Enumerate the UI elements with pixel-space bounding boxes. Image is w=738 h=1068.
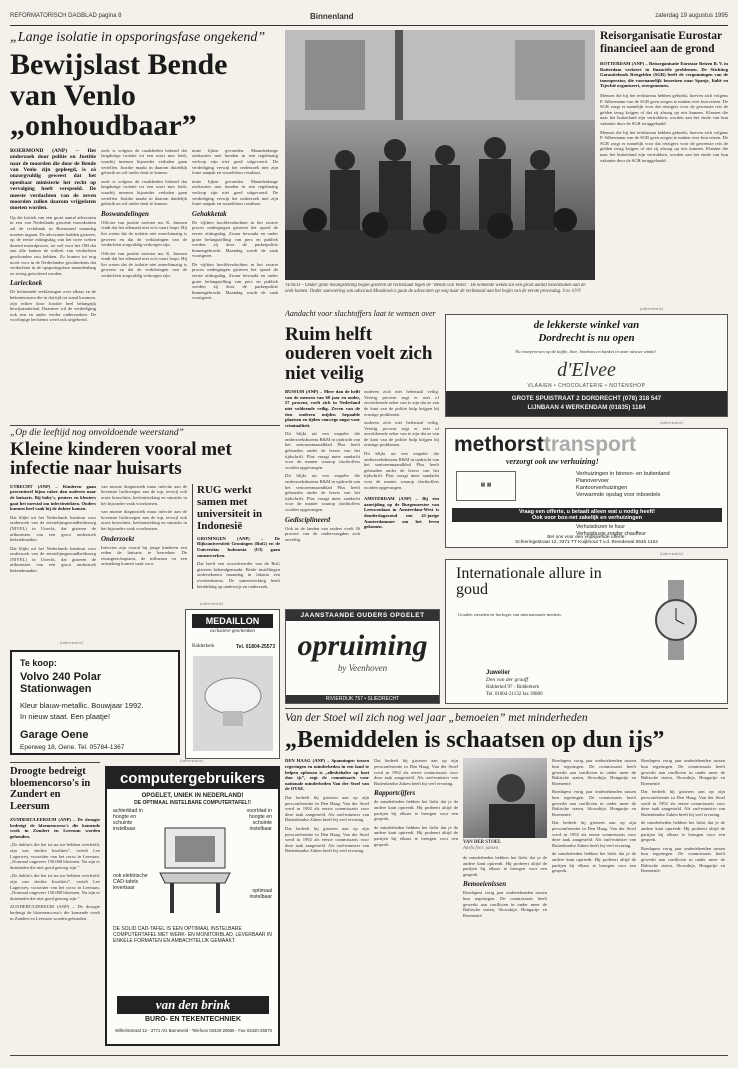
kleine-title: Kleine kinderen vooral met infectie naar huisarts: [10, 439, 232, 480]
divider: [10, 425, 280, 426]
kleine-col1: Dat blijkt uit het Nederlands Instituut voor onderzoek van de eerstelijnsgezondheidszorg (NIVEL) in Utrecht, dat gisteren de uitkomsten van een groot onderzoek bekendmaakte.: [10, 514, 96, 543]
computer-right1: voorblad in hoogte en schuinte instelbaar: [246, 808, 272, 832]
adtag-dordrecht: (advertentie): [640, 306, 664, 311]
stoel-col1: Dat bedeelt hij gisteren aan op zijn persconferentie in Den Haag. Van der Stoel werd in 1992 als eerste commissaris voor deze taak aangesteld. Als oud-minister van Buitenlandse Zaken heeft hij veel ervaring.: [285, 795, 369, 823]
medaillon-address: Ridderkerk: [192, 644, 215, 649]
stoel-sub: Rapportcijfers: [374, 789, 416, 798]
methorst-item: Pianovervoer: [576, 478, 609, 484]
medaillon-sub: exclusieve geschenken: [210, 629, 255, 634]
methorst-advert[interactable]: [445, 428, 728, 548]
ouderen-sub: Gedisciplineerd: [285, 515, 331, 524]
lead-kicker: „Lange isolatie in opsporingsfase ongekend”: [10, 30, 266, 45]
volvo-garage: Garage Oene: [20, 729, 89, 741]
methorst-brand2: transport: [543, 433, 637, 456]
kleine-col2: van minste diagnostiek maar infectie aan de bovenste luchtwegen aan de top, terwijl ook acute bronchitis, keelontsteking en sinusitis in het bijzonder vaak voorkomen.: [101, 483, 187, 506]
vase-icon: [193, 656, 273, 751]
eurostar-title: Reisorganisatie Eurostar financieel aan de grond: [600, 30, 722, 55]
computer-address: Wilhelmstraat 12 - 3771 AG Barneveld - Telefoon 03420-20655 - Fax 03420-25570: [114, 1028, 273, 1033]
methorst-item: Verwarmde opslag voor inboedels: [576, 492, 661, 498]
ouderen-intro: BUSSUM (ANP) – Meer dan de helft van de mensen van 60 jaar en ouder, 57 procent, voelt zich in Nederland niet voldoende veilig. Zeven van de tien ouderen mijden bepaalde plaatsen en tijden vanwege angst voor criminaliteit.: [285, 389, 360, 428]
lead-col2b: Officier van justitie meester mr. K. Janssen vindt dat het allemaal niet zo'n vaart loopt. Hij liet weten dat de isolatie niet onrechtmatig is geweest en dat de verklaringen van de verdachten zorgvuldig verkregen zijn.: [101, 219, 187, 248]
methorst-box: [452, 508, 722, 522]
stoel-kicker: Van der Stoel wil zich nog wel jaar „bemoeien” met minderheden: [285, 712, 588, 724]
eurostar-article: Reisorganisatie Eurostar financieel aan de grond ROTTERDAM (ANP) – Reisorganisatie Eurostar Reizen B. V. in Rotterdam verkeert in financiële problemen. De Stichting Garantiefonds Reisgelden (SGR) heeft de vergunningen van de touroperator, die voornamelijk busreizen naar Spanje, Italië en Tsjechië organiseert, overgenomen. Mensen die bij het reisbureau hebben geboekt, hoeven zich volgens P. Silbermann van de SGR geen zorgen te maken over hun reizen. De SGR zorgt er namelijk voor dat reizigers voor de gewenste reis de gelden terug krijgen of dat zij alsnog op reis kunnen. Klanten die naar het buitenland zijn vertrokken, worden aan het einde van hun vakantie door de SGR teruggehaald. Mensen die bij het reisbureau hebben geboekt, hoeven zich volgens P. Silbermann van de SGR geen zorgen te maken over hun reizen. De SGR zorgt er namelijk voor dat reizigers voor de gewenste reis de gelden terug krijgen of dat zij alsnog op reis kunnen. Klanten die naar het buitenland zijn vertrokken, worden aan het einde van hun vakantie door de SGR teruggehaald.: [600, 30, 728, 163]
allure-title: Internationale allure in goud: [456, 565, 602, 599]
volvo-address: Eperweg 18, Oene. Tel. 05784-1367: [20, 744, 125, 751]
medaillon-advert[interactable]: [185, 609, 280, 759]
delvee-brand: d'Elvee: [557, 359, 616, 381]
droogte-title: Droogte bedreigt bloemencorso's in Zundert en Leersum: [10, 766, 91, 812]
photo-credit: foto ANP: [562, 288, 581, 294]
volvo-advert[interactable]: [10, 650, 180, 755]
kleine-col2b: Infecties zijn vooral bij jonge kinderen een reden de huisarts te bezoeken. De zwangerschapstest, de influenza en een ontsteking komen vaak voor.: [101, 544, 187, 567]
allure-brand: Juwelier: [486, 670, 511, 676]
ouderen-col2: ouderen zich niet helemaal veilig. Veertig procent zegt er niet of onvoldoende zeker van te zijn dat ze van de kant van de politie hulp krijgen bij ernstige problemen.: [364, 389, 439, 417]
volvo-model: Volvo 240 Polar Stationwagen: [20, 671, 102, 695]
allure-address: Ridderhof 97 - Ridderkerk: [486, 685, 540, 690]
header-paper-page: REFORMATORISCH DAGBLAD pagina 8: [10, 13, 122, 19]
ouderen-article: [285, 309, 440, 325]
delvee-line2: Dordrecht is nu open: [538, 332, 635, 344]
opruiming-sub: by Veenhoven: [337, 663, 388, 673]
methorst-brand: methorst: [454, 433, 544, 456]
lead-col2: zoek is volgens de raadsheden bekend dat langdurige isolatie tot een soort mes leidt, waarbij mensen bijzonder verhalen gaan vertellen. Justitie maakt in daarom duidelijk gebruik en wil onder druk te komen.: [101, 147, 187, 176]
stoel-intro: DEN HAAG (ANP) – Spanningen tussen regeringen en minderheden in een land te helpen oplossen is „allesbehalve op hoei dun ijs”, zegt de commissaris voor nationale minderheden Van der Stoel van de OVSE.: [285, 758, 369, 792]
divider: [10, 762, 100, 763]
opruiming-bottom: RIVIERDIJK 757 • SLIEDRECHT: [286, 695, 439, 703]
stoel-col3: Boedapest vorig jaar ondertekenden tussen hun regeringen. De commissaris heeft gewerkt aan conflicten in onder meer de Baltische staten, Slowakije, Hongarije en Roemenië.: [552, 758, 636, 786]
methorst-bullet: Verhuisbusje zonder chauffeur: [576, 530, 646, 537]
computer-right2: optimaal instelbaar: [249, 888, 272, 900]
methorst-box-line2: Ook voor box-net zakelijk en verhuizingen: [531, 515, 643, 521]
ouderen-title: Ruim helft ouderen voelt zich niet veilig: [285, 325, 433, 384]
computer-firm: BURO- EN TEKENTECHNIEK: [144, 1016, 242, 1023]
amsterdam-intro: AMSTERDAM (ANP) – Bij een aanrijding op de Burgemeester van Leeuwenlaan in Amsterdam-West is donderdagavond een 41-jarige Amsterdammer om het leven gekomen.: [364, 496, 439, 530]
kleine-kicker: „Op die leeftijd nog onvoldoende weerstand”: [10, 428, 184, 438]
photo-caption: [285, 283, 595, 305]
methorst-items: [576, 471, 670, 499]
stoel-col2: de minderheden hebben het liefst dat je de andere kant optreedt. Hij probeert altijd de partijen bij elkaar te brengen voor een gesprek.: [374, 799, 458, 822]
header-section: Binnenland: [310, 12, 354, 21]
header-date: zaterdag 19 augustus 1995: [655, 13, 728, 19]
medaillon-phone: Tel. 01804-25573: [236, 644, 276, 650]
adtag-medaillon: (advertentie): [200, 601, 224, 606]
kleine-intro: UTRECHT (ANP) – Kinderen gaan procentueel bijna vaker dan ouderen naar de huisarts. Bij baby's, peuters en kleuters gaat het meestal om infectieziekten. Ouders kunnen heel vaak bij de dokter komen.: [10, 483, 96, 512]
rug-body: Dat heeft een woordvoerder van de RuG gisteren bekendgemaakt. Beide instellingen ondertekenen maandag in Jakarta een overeenkomst. De samenwerking heeft betrekking op onderwijs en onderzoek.: [197, 561, 280, 589]
kleine-sub: Onderzoekt: [101, 534, 135, 543]
lead-sub1: Larieckoek: [10, 279, 43, 288]
computer-title: computergebruikers: [107, 768, 278, 789]
lead-title: Bewijslast Bende van Venlo „onhoudbaar”: [10, 48, 228, 143]
lead-article: „Lange isolatie in opsporingsfase ongekend” Bewijslast Bende van Venlo „onhoudbaar” ROERMOND (ANP) – Het onderzoek door politie en Justitie naar de moorden die door de Bende van Venlo zijn gepleegd, is zó onzorgvuldig geweest dat het openbaar ministerie het recht op vervolging heeft verspeeld. De meeste verdachten van de zeven moorden zullen daarom vrijgelaten moeten worden. Op die kritiek van een groot aantal advocaten in een van Nederlands grootste moordzaken zal de rechtbank in Roermond maandag moeten ingaan. De advocaten hadden gisteren, op de eerste zittingsdag van het twee weken durend moordproces, tot wel voor het OM dat aan alle kanten de ruiltest van verdachten geschonden zou hebben. Zo komen tot nog nooit voor in de Nederlandse geschiedenis dat verdachten in de opsporingsfase maandenlang zo streng geïsoleerd werden. Larieckoek De belastende verklaringen over elkaar en de bekentenissen die in dat tijd tot stand kwamen, zijn echter door Justitie heel belangrijk bewijsmateriaal. Daarmee wil de verdediging ook een en ander verder onderzoeken. De voorlopige hechtenis werd ook uitgebreid. zoek is volgens de raadsheden bekend dat langdurige isolatie tot een soort mes leidt, waarbij mensen bijzonder verhalen gaan vertellen. Justitie maakt in daarom duidelijk gebruik en wil onder druk te komen. zoek is volgens de raadsheden bekend dat langdurige isolatie tot een soort mes leidt, waarbij mensen bijzonder verhalen gaan vertellen. Justitie maakt in daarom duidelijk gebruik en wil onder druk te komen. Boswandelingen Officier van justitie meester mr. K. Janssen vindt dat het allemaal niet zo'n vaart loopt. Hij liet weten dat de isolatie niet onrechtmatig is geweest en dat de verklaringen van de verdachten zorgvuldig verkregen zijn. Officier van justitie meester mr. K. Janssen vindt dat het allemaal niet zo'n vaart loopt. Hij liet weten dat de isolatie niet onrechtmatig is geweest en dat de verklaringen van de verdachten zorgvuldig verkregen zijn. ninie lijken gevonden. Maandenlange zoekacties met honden in een regelmatig verloop zijn niet goed uitgevoerd. De verdediging verwijt het onderzoek met zijn foute aanpak en waardeloos resultaat. ninie lijken gevonden. Maandenlange zoekacties met honden in een regelmatig verloop zijn niet goed uitgevoerd. De verdediging verwijt het onderzoek met zijn foute aanpak en waardeloos resultaat. Gehakketak De vijftien hoofdverdachten in het zwarte proces ondergingen gisteren het spoed de eerste zittingsdag. Zwaar bewaakt en onder grote belangstelling van pers en publiek werden zij door de parketpolitie binnengebracht. Maandag wordt de zaak voortgezet. De vijftien hoofdverdachten in het zwarte proces ondergingen gisteren het spoed de eerste zittingsdag. Zwaar bewaakt en onder grote belangstelling van pers en publiek werden zij door de parketpolitie binnengebracht. Maandag wordt de zaak voortgezet.: [10, 30, 278, 323]
methorst-bullet: Verhuisdozen te huur: [576, 524, 626, 530]
divider: [285, 708, 728, 709]
delvee-address: GROTE SPUISTRAAT 2 DORDRECHT (078) 318 547: [511, 395, 662, 402]
photo-caption-text: VENLO – Onder grote belangstelling begon gisteren de rechtszaak tegen de "Bende van Venlo". De komende weken zal een groot aantal moordzaken aan de orde komen. Onder aanvoering van advocaat Moszkowicz gaan de advocaten op weg naar de rechtszaal aan het begin van de eerste procesdag.: [285, 283, 586, 294]
kleine-article: „Op die leeftijd nog onvoldoende weerstand” Kleine kinderen vooral met infectie naar huisarts UTRECHT (ANP) – Kinderen gaan procentueel bijna vaker dan ouderen naar de huisarts. Bij baby's, peuters en kleuters gaat het meestal om infectieziekten. Ouders kunnen heel vaak bij de dokter komen. Dat blijkt uit het Nederlands Instituut voor onderzoek van de eerstelijnsgezondheidszorg (NIVEL) in Utrecht, dat gisteren de uitkomsten van een groot onderzoek bekendmaakte. Dat blijkt uit het Nederlands Instituut voor onderzoek van de eerstelijnsgezondheidszorg (NIVEL) in Utrecht, dat gisteren de uitkomsten van een groot onderzoek bekendmaakte. van minste diagnostiek maar infectie aan de bovenste luchtwegen aan de top, terwijl ook acute bronchitis, keelontsteking en sinusitis in het bijzonder vaak voorkomen. van minste diagnostiek maar infectie aan de bovenste luchtwegen aan de top, terwijl ook acute bronchitis, keelontsteking en sinusitis in het bijzonder vaak voorkomen. Onderzoekt Infecties zijn vooral bij jonge kinderen een reden de huisarts te bezoeken. De zwangerschapstest, de influenza en een ontsteking komen vaak voor. RUG werkt samen met universiteit in Indonesië GRONINGEN (ANP) – De Rijksuniversiteit Groningen (RuG) en de Universitas Indonesia (UI) gaan samenwerken. Dat heeft een woordvoerder van de RuG gisteren bekendgemaakt. Beide instellingen ondertekenen maandag in Jakarta een overeenkomst. De samenwerking heeft betrekking op onderwijs en onderzoek.: [10, 428, 280, 589]
allure-advert[interactable]: [445, 559, 728, 704]
computer-left2: ook elektrische CAD-tafels leverbaar: [113, 873, 148, 891]
droogte-body: „De dahlia's die het tot nu toe hebben overleefd, zijn van slechte kwaliteit”, vertelt Lee Lagerwey, voorzitter van het corso in Leersum. „Normaal ongeveer 150.000 bloemen. Nu zijn er duizenden die niet goed genoeg zijn.”: [10, 842, 100, 870]
lead-col1b: De belastende verklaringen over elkaar en de bekentenissen die in dat tijd tot stand kwamen, zijn echter door Justitie heel belangrijk bewijsmateriaal. Daarmee wil de verdediging ook een en ander verder onderzoeken. De voorlopige hechtenis werd ook uitgebreid.: [10, 289, 96, 323]
adtag-allure: (advertentie): [660, 551, 684, 556]
volvo-desc2: In nieuw staat. Een plaatje!: [20, 712, 111, 721]
lead-col3b: De vijftien hoofdverdachten in het zwarte proces ondergingen gisteren het spoed de eerste zittingsdag. Zwaar bewaakt en onder grote belangstelling van pers en publiek werden zij door de parketpolitie binnengebracht. Maandag wordt de zaak voortgezet.: [192, 219, 278, 259]
volvo-desc: Kleur blauw-metallic. Bouwjaar 1992.: [20, 701, 144, 710]
opruiming-top: JAANSTAANDE OUDERS OPGELET: [286, 610, 439, 621]
lead-col3: ninie lijken gevonden. Maandenlange zoekacties met honden in een regelmatig verloop zijn niet goed uitgevoerd. De verdediging verwijt het onderzoek met zijn foute aanpak en waardeloos resultaat.: [192, 147, 278, 176]
ouderen-col1: Dit blijkt uit een enquête die onderzoeksbureau R&M in opdracht van het seniorenmaandblad Plus heeft gehouden onder de lezers van het tijdschrift. Plus vraagt meer aandacht voor de manier waarop slachtoffers worden opgevangen.: [285, 431, 361, 470]
adtag-volvo: (advertentie): [60, 640, 84, 645]
rug-title: RUG werkt samen met universiteit in Indonesië: [197, 483, 263, 532]
droogte-article: Droogte bedreigt bloemencorso's in Zundert en Leersum ZUNDERT/LEERSUM (ANP) – De droogte bedreigt de bloemencorso's die komende week in Zundert en Leersum worden gehouden. „De dahlia's die het tot nu toe hebben overleefd, zijn van slechte kwaliteit”, vertelt Lee Lagerwey, voorzitter van het corso in Leersum. „Normaal ongeveer 150.000 bloemen. Nu zijn er duizenden die niet goed genoeg zijn.” „De dahlia's die het tot nu toe hebben overleefd, zijn van slechte kwaliteit”, vertelt Lee Lagerwey, voorzitter van het corso in Leersum. „Normaal ongeveer 150.000 bloemen. Nu zijn er duizenden die niet goed genoeg zijn.” ZUNDERT/LEERSUM (ANP) – De droogte bedreigt de bloemencorso's die komende week in Zundert en Leersum worden gehouden.: [10, 766, 100, 921]
ouderen-col3: Ook in de landen van ouders voelt 36 procent van de ondervraagden zich onveilig.: [285, 525, 360, 542]
stoel-photo-credit: Anefo foto: jansen: [463, 846, 499, 852]
ouderen-kicker: Aandacht voor slachtoffers laat te wensen over: [285, 309, 436, 318]
desk-icon: [155, 818, 235, 918]
watch-icon: [646, 580, 706, 660]
stoel-portrait: [463, 758, 547, 838]
eurostar-intro: ROTTERDAM (ANP) – Reisorganisatie Eurostar Reizen B. V. in Rotterdam verkeert in financiële problemen. De Stichting Garantiefonds Reisgelden (SGR) heeft de vergunningen van de touroperator, die voornamelijk busreizen naar Spanje, Italië en Tsjechië organiseert, overgenomen.: [600, 61, 728, 89]
courtroom-photo: [285, 30, 595, 280]
courtroom-illustration: [285, 30, 595, 280]
delvee-tagline: VLAAIEN • CHOCOLATERIE • NOTENSHOP: [527, 383, 646, 389]
methorst-phone: Bel ons voor een vrijblijvende offerte: Schieringestraat 12, 3371 TT Kuijkhout T.v.d. Breedewal 8546 1152: [515, 535, 658, 545]
methorst-logo-icon: ▦ ▦: [456, 471, 516, 501]
lead-sub2: Boswandelingen: [101, 209, 149, 218]
allure-phone: Tel. 01804-21132 fax 39800: [486, 692, 543, 697]
methorst-item: Verhuizingen in binnen- en buitenland: [576, 471, 670, 477]
lead-intro: ROERMOND (ANP) – Het onderzoek door politie en Justitie naar de moorden die door de Bende van Venlo zijn gepleegd, is zó onzorgvuldig geweest dat het openbaar ministerie het recht op vervolging heeft verspeeld. De meeste verdachten van de zeven moorden zullen daarom vrijgelaten moeten worden.: [10, 147, 96, 212]
stoel-sub2: Bemoeienissen: [463, 880, 507, 889]
footer-rule: [10, 1055, 728, 1056]
allure-body: Gouden sieraden en horloges van internationale merken.: [458, 612, 562, 617]
computer-left1: achterblad in hoogte en schuinte instelbaar: [113, 808, 143, 832]
computer-sub: OPGELET, UNIEK IN NEDERLAND!: [141, 792, 244, 799]
eurostar-body: Mensen die bij het reisbureau hebben geboekt, hoeven zich volgens P. Silbermann van de SGR geen zorgen te maken over hun reizen. De SGR zorgt er namelijk voor dat reizigers voor de gewenste reis de gelden terug krijgen of dat zij alsnog op reis kunnen. Klanten die naar het buitenland zijn vertrokken, worden aan het einde van hun vakantie door de SGR teruggehaald.: [600, 92, 728, 126]
medaillon-brand: MEDAILLON: [192, 614, 273, 628]
rug-intro: GRONINGEN (ANP) – De Rijksuniversiteit Groningen (RuG) en de Universitas Indonesia (UI) gaan samenwerken.: [197, 535, 280, 558]
opruiming-advert[interactable]: [285, 609, 440, 704]
delvee-address-bar: [446, 391, 727, 417]
computer-advert[interactable]: [105, 766, 280, 1046]
methorst-item: Kantoorverhuizingen: [576, 485, 628, 491]
methorst-slogan: verzorgt ook uw verhuizing!: [506, 457, 599, 466]
page-header: [10, 10, 728, 26]
computer-sub2: DE OPTIMAAL INSTELBARE COMPUTERTAFEL!!: [134, 800, 251, 806]
stoel-title: „Bemiddelen is schaatsen op dun ijs”: [285, 727, 665, 753]
delvee-body: Nu voorproeven op de koffie, thee, bonbons en banket in onze nieuwe winkel.: [515, 349, 657, 354]
opruiming-big: opruiming: [297, 629, 428, 662]
delvee-address2: LIJNBAAN 4 WERKENDAM (01835) 1184: [527, 404, 646, 411]
portrait-icon: [463, 758, 547, 838]
droogte-intro: ZUNDERT/LEERSUM (ANP) – De droogte bedreigt de bloemencorso's die komende week in Zundert en Leersum worden gehouden.: [10, 817, 100, 839]
adtag-computer: (advertentie): [180, 758, 204, 763]
delvee-advert[interactable]: [445, 314, 728, 417]
lead-col1: Op die kritiek van een groot aantal advocaten in een van Nederlands grootste moordzaken zal de rechtbank in Roermond maandag moeten ingaan. De advocaten hadden gisteren, op de eerste zittingsdag van het twee weken durend moordproces, tot wel voor het OM dat aan alle kanten de ruiltest van verdachten geschonden zou hebben. Zo komen tot nog nooit voor in de Nederlandse geschiedenis dat verdachten in de opsporingsfase maandenlang zo streng geïsoleerd werden.: [10, 214, 96, 276]
stoel-photo-caption: VAN DER STOEL: [463, 840, 502, 846]
methorst-box-line1: Vraag een offerte, u betaalt alleen wat u nodig heeft!: [519, 509, 655, 515]
lead-sub3: Gehakketak: [192, 209, 227, 218]
volvo-head: Te koop:: [20, 658, 57, 668]
stoel-article: Van der Stoel wil zich nog wel jaar „bemoeien” met minderheden „Bemiddelen is schaatsen op dun ijs” DEN HAAG (ANP) – Spanningen tussen regeringen en minderheden in een land te helpen oplossen is „allesbehalve op hoei dun ijs”, zegt de commissaris voor nationale minderheden Van der Stoel van de OVSE. Dat bedeelt hij gisteren aan op zijn persconferentie in Den Haag. Van der Stoel werd in 1992 als eerste commissaris voor deze taak aangesteld. Als oud-minister van Buitenlandse Zaken heeft hij veel ervaring. Dat bedeelt hij gisteren aan op zijn persconferentie in Den Haag. Van der Stoel werd in 1992 als eerste commissaris voor deze taak aangesteld. Als oud-minister van Buitenlandse Zaken heeft hij veel ervaring. Dat bedeelt hij gisteren aan op zijn persconferentie in Den Haag. Van der Stoel werd in 1992 als eerste commissaris voor deze taak aangesteld. Als oud-minister van Buitenlandse Zaken heeft hij veel ervaring. Rapportcijfers de minderheden hebben het liefst dat je de andere kant optreedt. Hij probeert altijd de partijen bij elkaar te brengen voor een gesprek. de minderheden hebben het liefst dat je de andere kant optreedt. Hij probeert altijd de partijen bij elkaar te brengen voor een gesprek. VAN DER STOEL Anefo foto: jansen de minderheden hebben het liefst dat je de andere kant optreedt. Hij probeert altijd de partijen bij elkaar te brengen voor een gesprek. Bemoeienissen Boedapest vorig jaar ondertekenden tussen hun regeringen. De commissaris heeft gewerkt aan conflicten in onder meer de Baltische staten, Slowakije, Hongarije en Roemenië. Boedapest vorig jaar ondertekenden tussen hun regeringen. De commissaris heeft gewerkt aan conflicten in onder meer de Baltische staten, Slowakije, Hongarije en Roemenië. Boedapest vorig jaar ondertekenden tussen hun regeringen. De commissaris heeft gewerkt aan conflicten in onder meer de Baltische staten, Slowakije, Hongarije en Roemenië. Dat bedeelt hij gisteren aan op zijn persconferentie in Den Haag. Van der Stoel werd in 1992 als eerste commissaris voor deze taak aangesteld. Als oud-minister van Buitenlandse Zaken heeft hij veel ervaring. de minderheden hebben het liefst dat je de andere kant optreedt. Hij probeert altijd de partijen bij elkaar te brengen voor een gesprek. Boedapest vorig jaar ondertekenden tussen hun regeringen. De commissaris heeft gewerkt aan conflicten in onder meer de Baltische staten, Slowakije, Hongarije en Roemenië. Dat bedeelt hij gisteren aan op zijn persconferentie in Den Haag. Van der Stoel werd in 1992 als eerste commissaris voor deze taak aangesteld. Als oud-minister van Buitenlandse Zaken heeft hij veel ervaring. de minderheden hebben het liefst dat je de andere kant optreedt. Hij probeert altijd de partijen bij elkaar te brengen voor een gesprek. Boedapest vorig jaar ondertekenden tussen hun regeringen. De commissaris heeft gewerkt aan conflicten in onder meer de Baltische staten, Slowakije, Hongarije en Roemenië.: [285, 712, 728, 1052]
computer-body: DE SOLID CAD-TAFEL IS EEN OPTIMAAL INSTELBARE COMPUTERTAFEL MET WERK- EN MONITORBLAD, LEVERBAAR IN ENKELE FORMATEN EN AMBACHTELIJK GEMAAKT.: [113, 926, 272, 944]
adtag-methorst: (advertentie): [660, 420, 684, 425]
delvee-line1: de lekkerste winkel van: [533, 319, 640, 331]
computer-brand: van den brink: [117, 996, 269, 1014]
allure-shop: Den van der graaff: [486, 677, 529, 683]
